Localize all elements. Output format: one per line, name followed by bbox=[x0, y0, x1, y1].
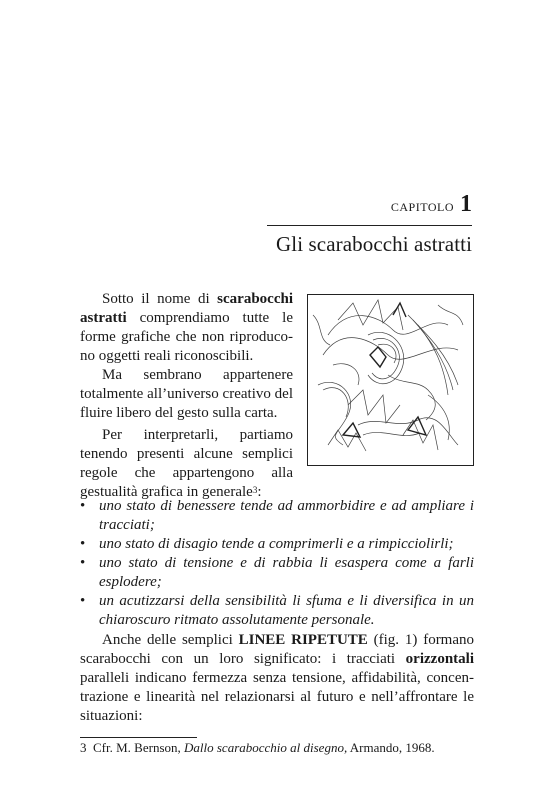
chapter-heading bbox=[391, 191, 472, 218]
bold-term: scarabocchi astratti bbox=[80, 291, 293, 326]
footnote-book-title: Dallo scarabocchio al disegno, bbox=[184, 740, 348, 755]
bullet-icon: • bbox=[80, 536, 86, 552]
text-run: comprendiamo tutte le forme grafiche che non riproducono oggetti reali riconoscibili. bbox=[80, 310, 293, 364]
footnote bbox=[80, 740, 474, 756]
page-title: Gli scarabocchi astratti bbox=[276, 232, 472, 256]
text-run: Anche delle semplici bbox=[102, 632, 239, 648]
text-run: paralleli indicano fermezza senza tensione, affidabilità, concentrazione e linearità nel relazionarsi al futuro e nell’affrontare le situazioni: bbox=[80, 670, 474, 724]
footnote-text: Armando, 1968. bbox=[347, 740, 435, 755]
list-item-text: un acutizzarsi della sensibilità li sfuma e li diversifica in un chiaroscuro ritmato assolutamente personale. bbox=[99, 593, 474, 628]
interpretation-text bbox=[80, 426, 293, 502]
intro-sentence-1 bbox=[80, 290, 293, 366]
list-item bbox=[80, 535, 474, 554]
chapter-label: CAPITOLO bbox=[390, 200, 454, 214]
text-run: Sotto il nome di bbox=[102, 291, 218, 307]
intro-sentence-2: Ma sembrano appartenere totalmente all’universo creativo del fluire libero del gesto sulla carta. bbox=[80, 367, 293, 421]
repeated-lines-paragraph bbox=[80, 631, 474, 726]
list-item-text: uno stato di tensione e di rabbia li esaspera come a farli esplodere; bbox=[99, 555, 474, 590]
text-run: (fig. 1) formano scarabocchi con un loro significato: i tracciati bbox=[80, 632, 475, 667]
footnote-rule bbox=[80, 737, 197, 738]
list-item-text: uno stato di disagio tende a comprimerli e a rimpicciolirli; bbox=[99, 536, 454, 552]
bullet-icon: • bbox=[80, 555, 86, 571]
list-item bbox=[80, 592, 474, 630]
chapter-number: 1 bbox=[460, 191, 472, 217]
list-item-text: uno stato di benessere tende ad ammorbidire e ad ampliare i tracciati; bbox=[99, 498, 474, 533]
text-run: : bbox=[257, 484, 262, 500]
bold-term: orizzontali bbox=[405, 651, 474, 667]
bold-term: LINEE RIPETUTE bbox=[238, 632, 368, 648]
rules-list bbox=[80, 497, 474, 630]
intro-paragraph bbox=[80, 290, 293, 423]
repeated-lines-text bbox=[80, 631, 474, 726]
bullet-icon: • bbox=[80, 593, 86, 609]
interpretation-paragraph bbox=[80, 426, 473, 502]
text-run: Per interpretarli, partiamo tenendo presenti alcune semplici regole che appartengono alla gestualità grafica in generale bbox=[80, 427, 293, 500]
chapter-rule bbox=[267, 225, 472, 226]
footnote-ref: 3 bbox=[252, 485, 258, 495]
list-item bbox=[80, 554, 474, 592]
footnote-text: Cfr. M. Bernson, bbox=[93, 740, 184, 755]
bullet-icon: • bbox=[80, 498, 86, 514]
footnote-number: 3 bbox=[80, 740, 87, 755]
list-item bbox=[80, 497, 474, 535]
